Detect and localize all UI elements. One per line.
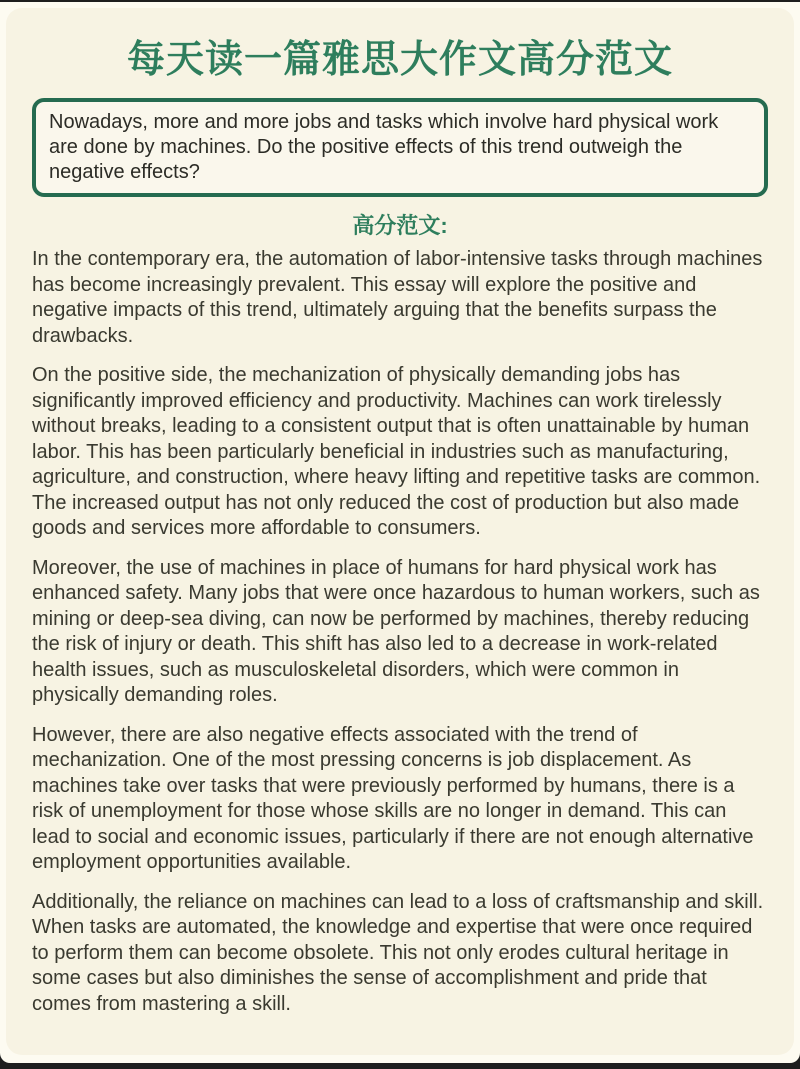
- section-heading: 高分范文:: [352, 213, 448, 238]
- essay-paragraph-3: Moreover, the use of machines in place of humans for hard physical work has enhanced safety. Many jobs that were once hazardous to human workers, such as mining or deep-sea diving, can now be performed by machines, thereby reducing the risk of injury or death. This shift has also led to a decrease in work-related health issues, such as musculoskeletal disorders, which were common in physically demanding roles.: [32, 556, 760, 706]
- essay-paragraph-4: However, there are also negative effects associated with the trend of mechanization. One of the most pressing concerns is job displacement. As machines take over tasks that were previously performed by humans, there is a risk of unemployment for those whose skills are no longer in demand. This can lead to social and economic issues, particularly if there are not enough alternative employment opportunities available.: [32, 723, 754, 873]
- page-frame: [0, 2, 800, 1063]
- question-text: Nowadays, more and more jobs and tasks which involve hard physical work are done by machines. Do the positive effects of this trend outweigh the negative effects?: [49, 111, 719, 183]
- page-title: 每天读一篇雅思大作文高分范文: [126, 39, 673, 81]
- essay-paragraph-1: In the contemporary era, the automation of labor-intensive tasks through machines has become increasingly prevalent. This essay will explore the positive and negative impacts of this trend, ultimately arguing that the benefits surpass the drawbacks.: [32, 248, 763, 347]
- essay-paragraph-5: Additionally, the reliance on machines can lead to a loss of craftsmanship and skill. When tasks are automated, the knowledge and expertise that were once required to perform them can become obsolete. This not only erodes cultural heritage in some cases but also diminishes the sense of accomplishment and pride that comes from mastering a skill.: [32, 890, 764, 1015]
- content-card: [6, 8, 794, 1055]
- question-box: [32, 98, 768, 197]
- essay-paragraph-2: On the positive side, the mechanization of physically demanding jobs has significantly improved efficiency and productivity. Machines can work tirelessly without breaks, leading to a consistent output that is often unattainable by human labor. This has been particularly beneficial in industries such as manufacturing, agriculture, and construction, where heavy lifting and repetitive tasks are common. The increased output has not only reduced the cost of production but also made goods and services more affordable to consumers.: [32, 364, 761, 539]
- essay-body: [32, 247, 768, 1017]
